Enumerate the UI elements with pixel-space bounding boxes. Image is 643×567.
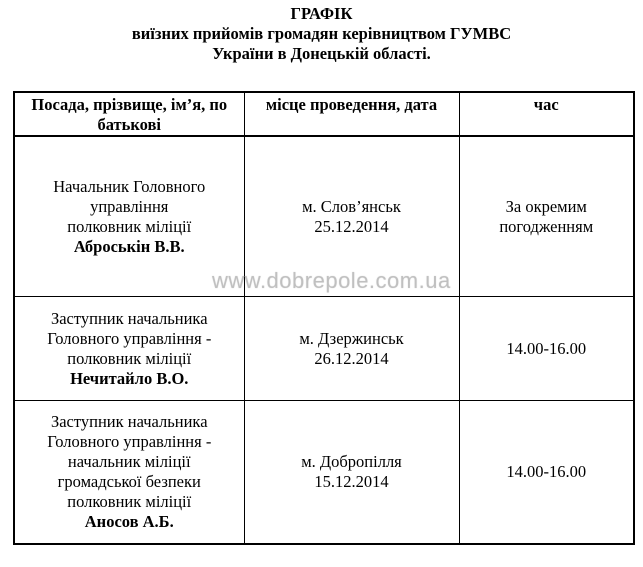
position-line: Начальник Головного — [53, 176, 206, 196]
time-cell — [459, 297, 634, 401]
time-cell — [459, 136, 634, 297]
time-line: За окремим — [505, 196, 587, 216]
column-header-time: час — [459, 92, 634, 136]
column-header-place-date: місце проведення, дата — [244, 92, 459, 136]
place: м. Добропілля — [301, 452, 402, 471]
position-line: Заступник начальника — [50, 412, 208, 431]
time-line: 14.00-16.00 — [506, 462, 587, 481]
date: 25.12.2014 — [314, 216, 389, 236]
time-cell — [459, 401, 634, 545]
position-line: полковник міліції — [67, 492, 192, 511]
place: м. Дзержинськ — [299, 328, 404, 348]
date: 26.12.2014 — [314, 348, 389, 368]
table-header-row — [14, 92, 634, 136]
table-row — [14, 136, 634, 297]
table-row — [14, 297, 634, 401]
title-line-1: ГРАФІК — [290, 4, 353, 23]
place-date-cell — [244, 136, 459, 297]
watermark: www.dobrepole.com.ua — [212, 268, 451, 293]
position-cell — [14, 401, 244, 545]
position-line: полковник міліції — [67, 348, 192, 368]
table-row — [14, 401, 634, 545]
time-line: погодженням — [499, 216, 594, 236]
position-line: Заступник начальника — [50, 308, 208, 328]
official-name: Аброськін В.В. — [73, 236, 185, 256]
official-name: Аносов А.Б. — [84, 512, 174, 531]
column-header-position: Посада, прізвище, ім’я, по батькові — [14, 92, 244, 136]
title-line-2: виїзних прийомів громадян керівництвом ГУМВС — [131, 24, 512, 43]
place-date-cell — [244, 297, 459, 401]
position-line: Головного управління - — [47, 432, 212, 451]
position-line: начальник міліції — [67, 452, 191, 471]
position-cell — [14, 136, 244, 297]
position-line: управління — [90, 196, 169, 216]
position-line: Головного управління - — [47, 328, 212, 348]
place-date-cell — [244, 401, 459, 545]
schedule-table — [13, 91, 635, 545]
official-name: Нечитайло В.О. — [70, 368, 189, 388]
place: м. Слов’янськ — [302, 196, 401, 216]
date: 15.12.2014 — [314, 472, 389, 491]
time-line: 14.00-16.00 — [506, 338, 587, 358]
position-cell — [14, 297, 244, 401]
title-line-3: України в Донецькій області. — [212, 44, 431, 63]
position-line: полковник міліції — [67, 216, 192, 236]
position-line: громадської безпеки — [57, 472, 201, 491]
document-title — [0, 4, 643, 64]
